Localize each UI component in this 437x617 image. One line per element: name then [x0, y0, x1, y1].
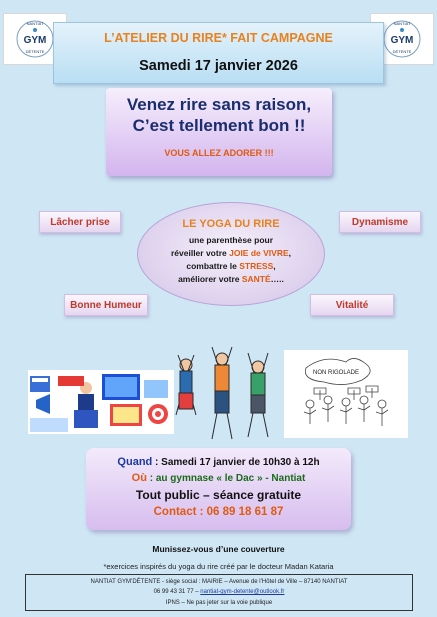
highlight-sante: SANTÉ	[241, 274, 271, 284]
logo-text: NANTIAT	[393, 21, 411, 26]
logo-text: NANTIAT	[26, 21, 44, 26]
sign-text: NON RIGOLADE	[312, 370, 360, 376]
highlight-stress: STRESS	[239, 261, 274, 271]
slogan-line-1: Venez rire sans raison,	[126, 95, 312, 114]
ellipse-line-2: réveiller votre JOIE de VIVRE,	[170, 248, 292, 258]
ellipse-line-4: améliorer votre SANTÉ…..	[178, 274, 284, 284]
footer-phone: 06 99 43 31 77 –	[153, 589, 201, 595]
tag-dynamisme: Dynamisme	[339, 211, 421, 233]
logo-brand: GYM	[390, 35, 414, 46]
tag-vitalite: Vitalité	[310, 294, 394, 316]
slogan-box	[106, 88, 332, 176]
header-date: Samedi 17 janvier 2026	[139, 58, 298, 74]
header-title: L’ATELIER DU RIRE* FAIT CAMPAGNE	[104, 31, 333, 45]
footer-address: NANTIAT GYM’DÉTENTE - siège social : MAIRIE – Avenue de l’Hôtel de Ville – 87140 NANTIAT	[90, 579, 348, 585]
logo-brand: GYM	[23, 35, 47, 46]
footer-contact	[26, 589, 412, 595]
slogan-line-2: C’est tellement bon !!	[132, 116, 306, 135]
logo-sub: DÉTENTE	[25, 49, 45, 54]
footer-ipns: IPNS – Ne pas jeter sur la voie publique	[165, 600, 273, 606]
yoga-ellipse	[137, 202, 325, 306]
footer-box	[25, 574, 413, 611]
ellipse-line-3: combattre le STRESS,	[186, 261, 276, 271]
blanket-notice: Munissez-vous d’une couverture	[152, 544, 285, 554]
slogan-subtitle: VOUS ALLEZ ADORER !!!	[164, 148, 274, 158]
footer-email-link[interactable]: nantiat-gym-detente@outlook.fr	[200, 589, 285, 595]
logo-sub: DÉTENTE	[392, 49, 412, 54]
jumping-people-illustration	[162, 343, 282, 455]
header-box	[53, 22, 384, 84]
info-contact: Contact : 06 89 18 61 87	[153, 506, 284, 518]
footnote: *exercices inspirés du yoga du rire créé par le docteur Madan Kataria	[103, 562, 334, 571]
protest-sketch-illustration	[284, 350, 408, 438]
ellipse-line-1: une parenthèse pour	[188, 235, 274, 245]
info-public: Tout public – séance gratuite	[135, 488, 302, 502]
info-when: Quand : Samedi 17 janvier de 10h30 à 12h	[117, 456, 320, 468]
tag-lacher-prise: Lâcher prise	[39, 211, 121, 233]
ellipse-title: LE YOGA DU RIRE	[182, 218, 280, 230]
event-info-box	[86, 448, 351, 530]
highlight-joie: JOIE de VIVRE	[229, 248, 289, 258]
campaign-illustration	[28, 370, 174, 434]
tag-bonne-humeur: Bonne Humeur	[64, 294, 148, 316]
info-where: Où : au gymnase « le Dac » - Nantiat	[131, 472, 306, 484]
